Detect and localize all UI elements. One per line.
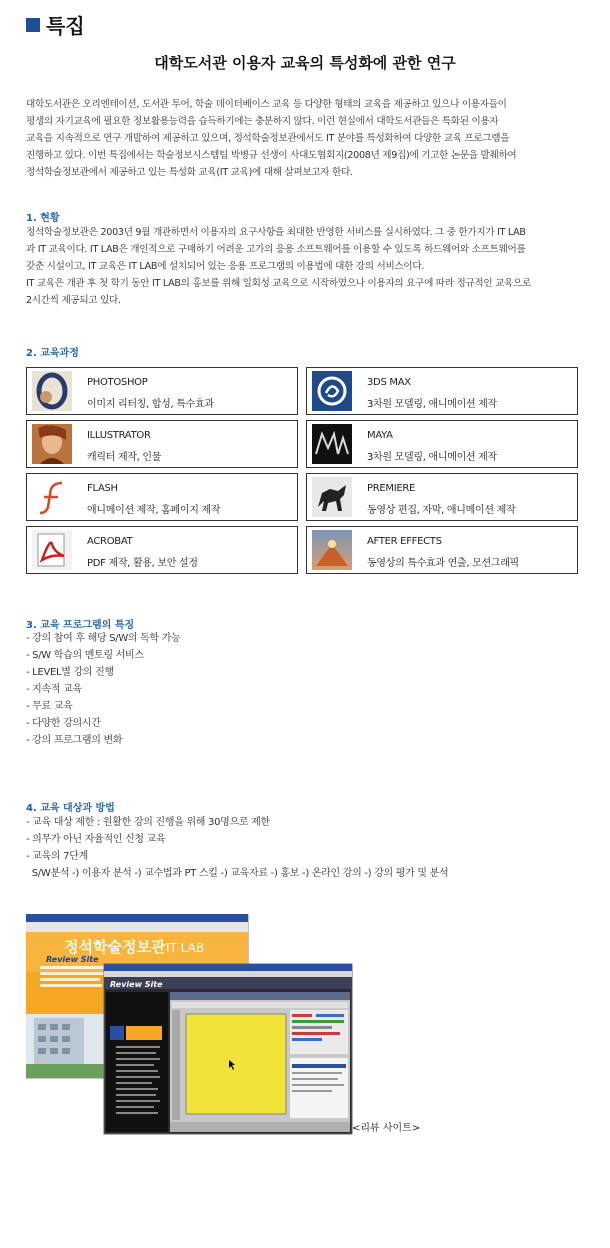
course-desc: 애니메이션 제작, 홈페이지 제작 xyxy=(87,505,221,516)
list-item: - 강의 프로그램의 변화 xyxy=(26,735,123,746)
course-desc: 3차원 모델링, 애니메이션 제작 xyxy=(367,452,497,463)
intro-line: 교육을 지속적으로 연구 개발하여 제공하고 있으며, 정석학술정보관에서도 IT 분야를 특성화하여 다양한 교육 프로그램을 xyxy=(26,133,510,144)
section2-heading: 2. 교육과정 xyxy=(26,348,79,359)
section-header xyxy=(26,10,85,39)
list-item: - 다양한 강의시간 xyxy=(26,718,101,729)
intro-paragraph xyxy=(26,96,576,181)
section1-line: IT 교육은 개관 후 첫 학기 동안 IT LAB의 홍보를 위해 일회성 교육으로 시작하였으나 이용자의 요구에 따라 정규적인 교육으로 xyxy=(26,278,531,289)
course-name: PHOTOSHOP xyxy=(87,377,148,388)
list-item: S/W분석 -) 이용자 분석 -) 교수법과 PT 스킬 -) 교육자료 -) 홍보 -) 온라인 강의 -) 강의 평가 및 분석 xyxy=(26,868,449,879)
illustrator-icon xyxy=(32,424,72,464)
review-site-window-screenshot xyxy=(104,964,352,1134)
course-desc: 3차원 모델링, 애니메이션 제작 xyxy=(367,399,497,410)
section1-line: 2시간씩 제공되고 있다. xyxy=(26,295,121,306)
course-name: 3DS MAX xyxy=(367,377,411,388)
course-name: PREMIERE xyxy=(367,483,416,494)
list-item: - S/W 학습의 멘토링 서비스 xyxy=(26,650,144,661)
3dsmax-icon xyxy=(312,371,352,411)
course-card-photoshop xyxy=(26,367,298,415)
premiere-icon xyxy=(312,477,352,517)
screenshot-caption: <리뷰 사이트> xyxy=(352,1123,421,1134)
maya-icon xyxy=(312,424,352,464)
section3-heading: 3. 교육 프로그램의 특징 xyxy=(26,620,135,631)
list-item: - LEVEL별 강의 진행 xyxy=(26,667,114,678)
course-desc: PDF 제작, 활용, 보안 설정 xyxy=(87,558,198,569)
intro-line: 평생의 자기교육에 필요한 정보활용능력을 습득하기에는 충분하지 않다. 이런 현실에서 대학도서관들은 특화된 이용자 xyxy=(26,116,499,127)
header-label: 특집 xyxy=(46,14,85,38)
intro-line: 진행하고 있다. 이번 특집에서는 학술정보시스템팀 박병규 선생이 사대도협회지(2008년 제9집)에 기고한 논문을 발췌하여 xyxy=(26,150,517,161)
course-card-illustrator xyxy=(26,420,298,468)
list-item: - 교육의 7단계 xyxy=(26,851,88,862)
photoshop-icon xyxy=(32,371,72,411)
section4-list xyxy=(26,814,448,882)
course-card-flash xyxy=(26,473,298,521)
review-label-back: Review Site xyxy=(46,955,99,964)
article-title: 대학도서관 이용자 교육의 특성화에 관한 연구 xyxy=(154,54,456,72)
course-desc: 동영상 편집, 자막, 애니메이션 제작 xyxy=(367,505,516,516)
list-item: - 교육 대상 제한 : 원활한 강의 진행을 위해 30명으로 제한 xyxy=(26,817,270,828)
section4-heading: 4. 교육 대상과 방법 xyxy=(26,803,115,814)
list-item: - 무료 교육 xyxy=(26,701,73,712)
review-site-screenshots xyxy=(26,914,356,1136)
intro-line: 대학도서관은 오리엔테이션, 도서관 투어, 학술 데이터베이스 교육 등 다양한 형태의 교육을 제공하고 있으나 이용자들이 xyxy=(26,99,507,110)
section1-line: 갖춘 시설이고, IT 교육은 IT LAB에 설치되어 있는 응용 프로그램의 이용법에 대한 강의 서비스이다. xyxy=(26,261,425,272)
course-name: ILLUSTRATOR xyxy=(87,430,151,441)
course-name: FLASH xyxy=(87,483,118,494)
course-desc: 동영상의 특수효과 연출, 모션그래픽 xyxy=(367,558,519,569)
section1-heading: 1. 현황 xyxy=(26,213,60,224)
course-card-acrobat xyxy=(26,526,298,574)
course-name: MAYA xyxy=(367,430,393,441)
site-title-text: 정석학술정보관 xyxy=(64,938,166,956)
list-item: - 지속적 교육 xyxy=(26,684,82,695)
flash-icon xyxy=(32,477,72,517)
review-label-front: Review Site xyxy=(110,980,163,989)
course-desc: 캐릭터 제작, 인물 xyxy=(87,452,162,463)
list-item: - 강의 참여 후 해당 S/W의 독학 가능 xyxy=(26,633,181,644)
course-name: ACROBAT xyxy=(87,536,133,547)
section3-list xyxy=(26,630,180,749)
course-card-maya xyxy=(306,420,578,468)
site-badge-text: IT LAB xyxy=(166,941,205,955)
course-card-after-effects xyxy=(306,526,578,574)
course-card-3dsmax xyxy=(306,367,578,415)
section1-line: 과 IT 교육이다. IT LAB은 개인적으로 구매하기 어려운 고가의 응용 소프트웨어를 이용할 수 있도록 하드웨어와 소프트웨어를 xyxy=(26,244,526,255)
intro-line: 정석학술정보관에서 제공하고 있는 특성화 교육(IT 교육)에 대해 살펴보고자 한다. xyxy=(26,167,353,178)
section1-paragraph xyxy=(26,224,586,309)
section1-line: 정석학술정보관은 2003년 9월 개관하면서 이용자의 요구사항을 최대한 반영한 서비스를 실시하였다. 그 중 한가지가 IT LAB xyxy=(26,227,526,238)
course-desc: 이미지 리터칭, 합성, 특수효과 xyxy=(87,399,214,410)
after-effects-icon xyxy=(312,530,352,570)
list-item: - 의무가 아닌 자율적인 신청 교육 xyxy=(26,834,166,845)
course-card-premiere xyxy=(306,473,578,521)
header-square-icon xyxy=(26,18,40,32)
course-name: AFTER EFFECTS xyxy=(367,536,442,547)
acrobat-icon xyxy=(32,530,72,570)
